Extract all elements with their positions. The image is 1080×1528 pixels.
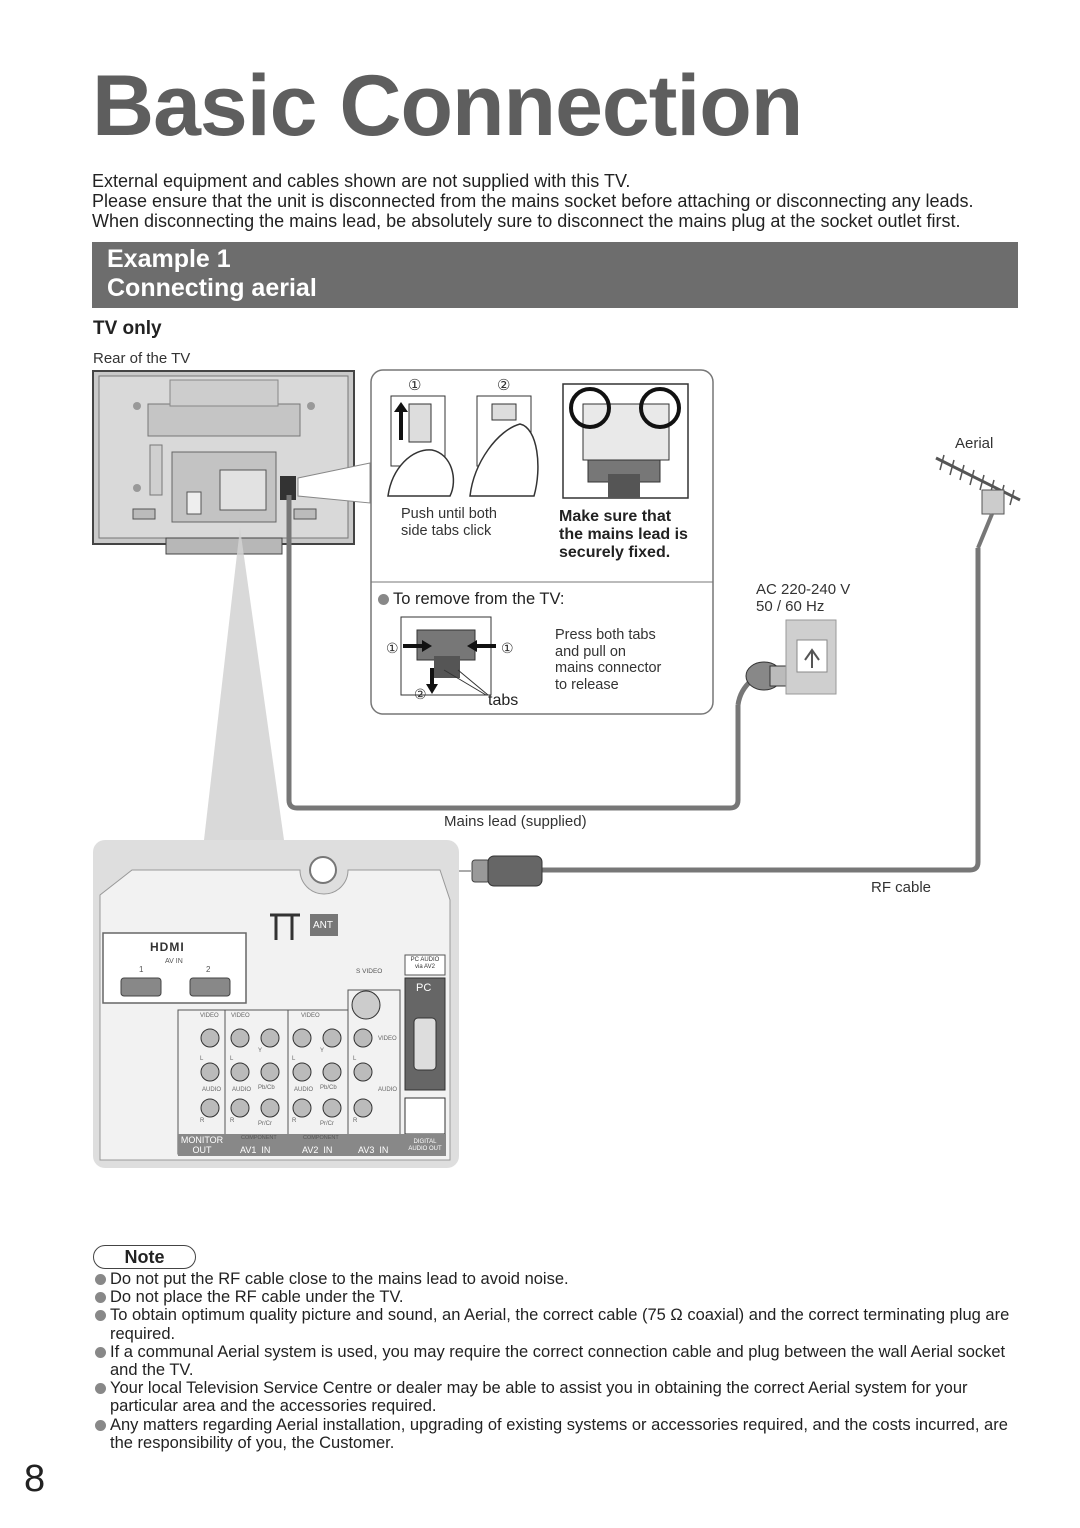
intro-line-1: External equipment and cables shown are not supplied with this TV. xyxy=(92,171,631,191)
ac-voltage-label: AC 220-240 V 50 / 60 Hz xyxy=(756,581,851,615)
pbcb-label-1: Pb/Cb xyxy=(258,1085,275,1091)
banner-example: Example 1 xyxy=(107,245,231,273)
prcr-label-2: Pr/Cr xyxy=(320,1121,334,1127)
av2-in-label: AV2 IN xyxy=(302,1145,333,1155)
subheading: TV only xyxy=(93,318,162,339)
aerial-illustration xyxy=(936,455,1020,548)
av-in-label: AV IN xyxy=(165,958,183,965)
hdmi-2-label: 2 xyxy=(206,965,211,974)
mains-lead-label: Mains lead (supplied) xyxy=(444,813,587,830)
component-label-2: COMPONENT xyxy=(303,1135,339,1141)
page-title: Basic Connection xyxy=(92,58,803,154)
hdmi-1-label: 1 xyxy=(139,965,144,974)
audio-label-1: AUDIO xyxy=(202,1087,222,1093)
av3-in-label: AV3 IN xyxy=(358,1145,389,1155)
pc-audio-label: PC AUDIO via AV2 xyxy=(410,957,440,970)
l-label-2: L xyxy=(230,1056,234,1062)
tv-rear-illustration xyxy=(93,371,354,554)
step-2-marker: ② xyxy=(497,377,511,394)
audio-label-3: AUDIO xyxy=(294,1087,314,1093)
step-1-marker: ① xyxy=(408,377,422,394)
r-label-4: R xyxy=(353,1118,358,1124)
y-label-2: Y xyxy=(320,1048,325,1054)
remove-title: To remove from the TV: xyxy=(378,590,564,609)
note-item: Your local Television Service Centre or dealer may be able to assist you in obtaining the correct Aerial system for your particular area and the accessories required. xyxy=(93,1379,1033,1415)
note-item: Do not put the RF cable close to the mains lead to avoid noise. xyxy=(93,1270,1033,1288)
intro-line-3: When disconnecting the mains lead, be absolutely sure to disconnect the mains plug at the socket outlet first. xyxy=(92,211,961,231)
digital-audio-out-label: DIGITAL AUDIO OUT xyxy=(408,1139,442,1152)
press-instructions: Press both tabs and pull on mains connector to release xyxy=(555,627,662,693)
note-item: If a communal Aerial system is used, you may require the correct connection cable and plug between the wall Aerial socket and the TV. xyxy=(93,1343,1033,1379)
banner-title: Connecting aerial xyxy=(107,274,317,302)
hdmi-logo: HDMI xyxy=(150,940,185,954)
note-label: Note xyxy=(93,1245,196,1269)
video-label-4: VIDEO xyxy=(378,1036,397,1042)
pc-label: PC xyxy=(416,982,432,994)
l-label-4: L xyxy=(353,1056,357,1062)
notes-list xyxy=(93,1270,1033,1452)
remove-step-1-left: ① xyxy=(386,640,399,656)
note-item: Any matters regarding Aerial installation, upgrading of existing systems or accessories required, and the costs incurred, are the responsibility of you, the Customer. xyxy=(93,1416,1033,1452)
audio-label-4: AUDIO xyxy=(378,1087,398,1093)
r-label-3: R xyxy=(292,1118,297,1124)
l-label-1: L xyxy=(200,1056,204,1062)
r-label-1: R xyxy=(200,1118,205,1124)
av1-in-label: AV1 IN xyxy=(240,1145,271,1155)
tabs-label: tabs xyxy=(488,692,519,709)
audio-label-2: AUDIO xyxy=(232,1087,252,1093)
component-label-1: COMPONENT xyxy=(241,1135,277,1141)
video-label-1: VIDEO xyxy=(200,1013,219,1019)
remove-step-2: ② xyxy=(414,686,427,702)
ant-label: ANT xyxy=(313,920,333,931)
rear-of-tv-label: Rear of the TV xyxy=(93,350,191,367)
push-instructions: Push until both side tabs click xyxy=(401,506,497,539)
video-label-2: VIDEO xyxy=(231,1013,250,1019)
intro-line-2: Please ensure that the unit is disconnected from the mains socket before attaching or disconnecting any leads. xyxy=(92,191,974,211)
aerial-label: Aerial xyxy=(955,435,994,452)
s-video-label: S VIDEO xyxy=(356,968,383,975)
l-label-3: L xyxy=(292,1056,296,1062)
video-label-3: VIDEO xyxy=(301,1013,320,1019)
bullet-icon xyxy=(378,594,389,605)
pbcb-label-2: Pb/Cb xyxy=(320,1085,337,1091)
r-label-2: R xyxy=(230,1118,235,1124)
connector-panel xyxy=(93,840,459,1168)
prcr-label-1: Pr/Cr xyxy=(258,1121,272,1127)
note-item: To obtain optimum quality picture and sound, an Aerial, the correct cable (75 Ω coaxial) and the correct terminating plug are required. xyxy=(93,1306,1033,1342)
monitor-out-label: MONITOR OUT xyxy=(180,1135,224,1155)
remove-step-1-right: ① xyxy=(501,640,514,656)
make-sure-warning: Make sure that the mains lead is securely fixed. xyxy=(559,508,688,561)
note-item: Do not place the RF cable under the TV. xyxy=(93,1288,1033,1306)
rf-cable-label: RF cable xyxy=(871,879,932,896)
page-number: 8 xyxy=(24,1458,46,1500)
y-label-1: Y xyxy=(258,1048,263,1054)
